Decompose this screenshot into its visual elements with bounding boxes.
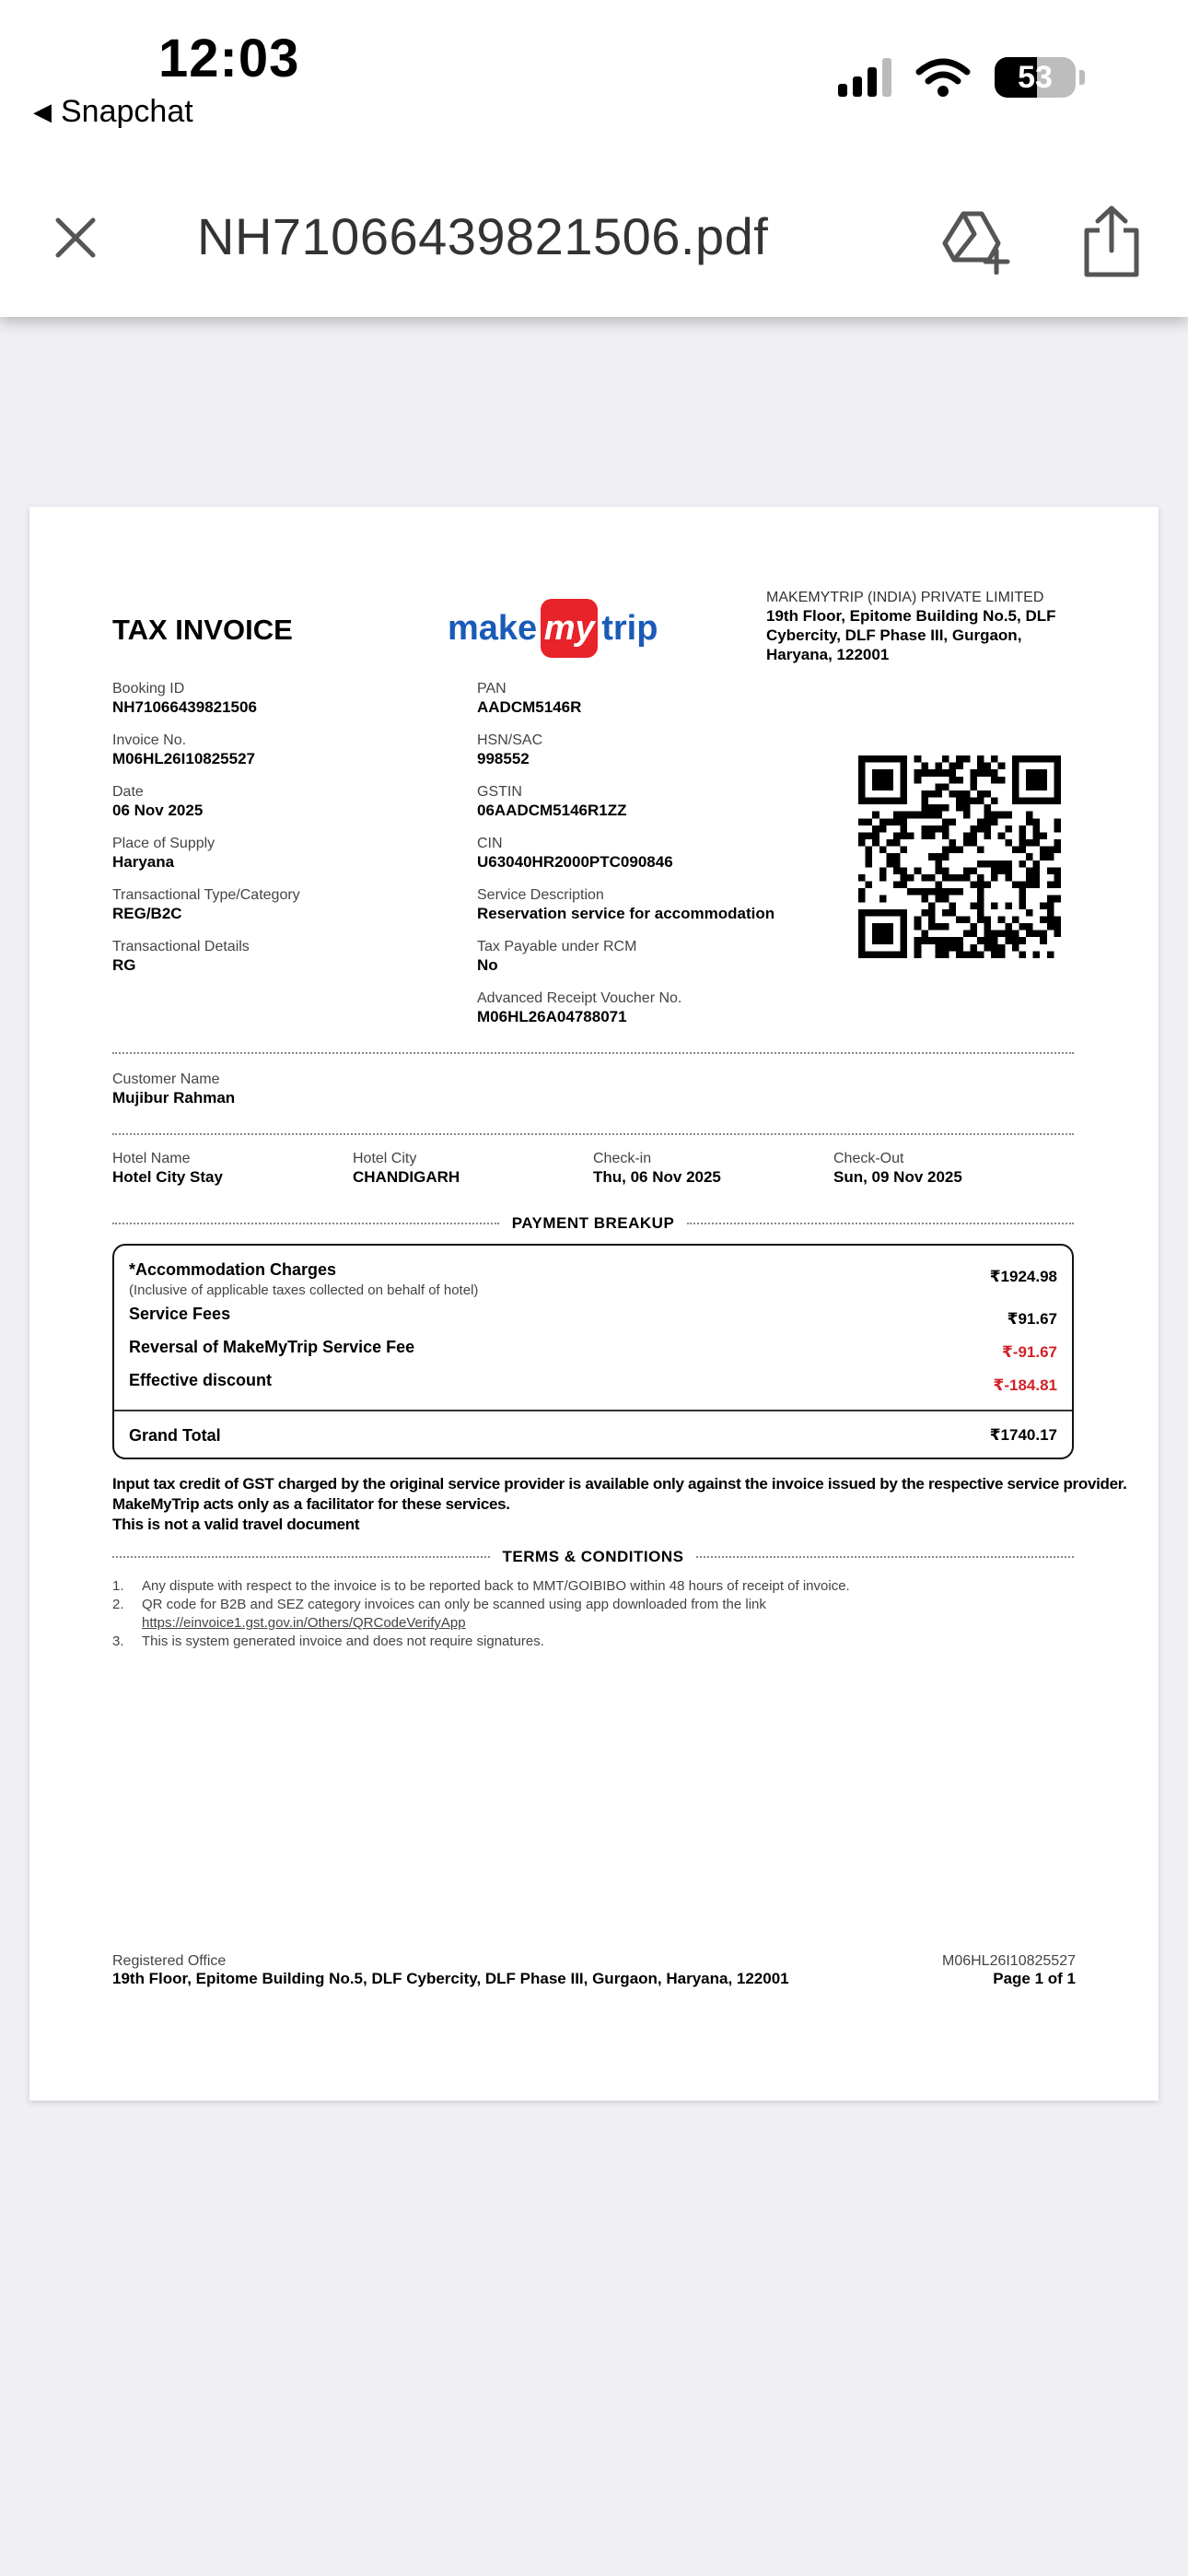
battery-level: 53	[1018, 60, 1053, 95]
document-title: NH71066439821506.pdf	[197, 207, 769, 265]
company-address: 19th Floor, Epitome Building No.5, DLF Cybercity, DLF Phase III, Gurgaon, Haryana, 122001	[766, 607, 1056, 663]
place-of-supply-field: Place of Supply Haryana	[112, 836, 215, 871]
cellular-signal-icon	[838, 58, 891, 97]
invoice-notes: Input tax credit of GST charged by the original service provider is available only against the invoice issued by the respective service provider. MakeMyTrip acts only as a facilitator for these services. This is not a valid travel document	[112, 1475, 1127, 1533]
invoice-no-field: Invoice No. M06HL26I10825527	[112, 732, 256, 767]
company-name: MAKEMYTRIP (INDIA) PRIVATE LIMITED	[766, 590, 1044, 605]
back-triangle-icon: ◀	[33, 98, 52, 125]
back-app-label: Snapchat	[61, 94, 193, 129]
terms-list	[112, 1577, 1074, 1651]
tax-rcm-field: Tax Payable under RCM No	[477, 939, 637, 974]
share-icon	[1079, 203, 1144, 280]
total-separator	[114, 1410, 1072, 1411]
transaction-details-field: Transactional Details RG	[112, 939, 250, 974]
accommodation-note: (Inclusive of applicable taxes collected on behalf of hotel)	[129, 1282, 479, 1298]
terms-heading: TERMS & CONDITIONS	[112, 1548, 1074, 1566]
qr-verify-link[interactable]: https://einvoice1.gst.gov.in/Others/QRCodeVerifyApp	[142, 1615, 466, 1631]
transaction-type-field: Transactional Type/Category REG/B2C	[112, 887, 300, 922]
reversal-row: Reversal of MakeMyTrip Service Fee ₹-91.67	[129, 1338, 1057, 1361]
close-icon	[52, 215, 99, 261]
hsn-sac-field: HSN/SAC 998552	[477, 732, 543, 767]
terms-item: 3. This is system generated invoice and does not require signatures.	[112, 1633, 544, 1649]
service-fee-row: Service Fees ₹91.67	[129, 1305, 1057, 1328]
pan-field: PAN AADCM5146R	[477, 681, 582, 716]
check-out-field: Check-Out Sun, 09 Nov 2025	[833, 1151, 962, 1186]
pdf-page	[29, 507, 1159, 2101]
gstin-field: GSTIN 06AADCM5146R1ZZ	[477, 784, 627, 819]
battery-icon	[995, 57, 1076, 98]
payment-breakup-heading: PAYMENT BREAKUP	[112, 1214, 1074, 1233]
divider	[112, 1052, 1074, 1054]
cin-field: CIN U63040HR2000PTC090846	[477, 836, 673, 871]
footer-page-info: M06HL26I10825527 Page 1 of 1	[941, 1953, 1076, 1987]
grand-total-row: Grand Total ₹1740.17	[129, 1426, 1057, 1445]
status-icons	[838, 57, 1085, 98]
divider	[112, 1133, 1074, 1135]
customer-name-field: Customer Name Mujibur Rahman	[112, 1071, 236, 1107]
discount-row: Effective discount ₹-184.81	[129, 1371, 1057, 1394]
terms-item: 2. QR code for B2B and SEZ category invoices can only be scanned using app downloaded from the link https://einvoice1.gst.gov.in/Others/QRCodeVerifyApp	[112, 1597, 766, 1631]
drive-add-icon	[941, 205, 1011, 275]
registered-office: Registered Office 19th Floor, Epitome Building No.5, DLF Cybercity, DLF Phase III, Gurgaon, Haryana, 122001	[112, 1953, 789, 1987]
date-field: Date 06 Nov 2025	[112, 784, 204, 819]
advance-receipt-field: Advanced Receipt Voucher No. M06HL26A04788071	[477, 990, 682, 1025]
back-to-app-link[interactable]	[33, 94, 193, 130]
service-description-field: Service Description Reservation service for accommodation	[477, 887, 775, 922]
accommodation-row: *Accommodation Charges ₹1924.98	[129, 1260, 1057, 1285]
terms-item: 1. Any dispute with respect to the invoice is to be reported back to MMT/GOIBIBO within 48 hours of receipt of invoice.	[112, 1578, 850, 1594]
close-button[interactable]	[46, 208, 105, 267]
wifi-icon	[915, 57, 971, 98]
top-bar	[0, 0, 1188, 317]
payment-breakup-box	[112, 1244, 1074, 1459]
check-in-field: Check-in Thu, 06 Nov 2025	[593, 1151, 721, 1186]
invoice-title: TAX INVOICE	[112, 614, 293, 646]
share-button[interactable]	[1079, 203, 1144, 280]
makemytrip-logo: make my trip	[448, 599, 658, 658]
hotel-city-field: Hotel City CHANDIGARH	[353, 1151, 460, 1186]
status-time: 12:03	[158, 29, 300, 88]
add-to-drive-button[interactable]	[941, 205, 1011, 275]
qr-code	[858, 755, 1061, 958]
hotel-name-field: Hotel Name Hotel City Stay	[112, 1151, 223, 1186]
company-block	[766, 590, 1098, 664]
battery-tip	[1079, 70, 1085, 85]
booking-id-field: Booking ID NH71066439821506	[112, 681, 257, 716]
